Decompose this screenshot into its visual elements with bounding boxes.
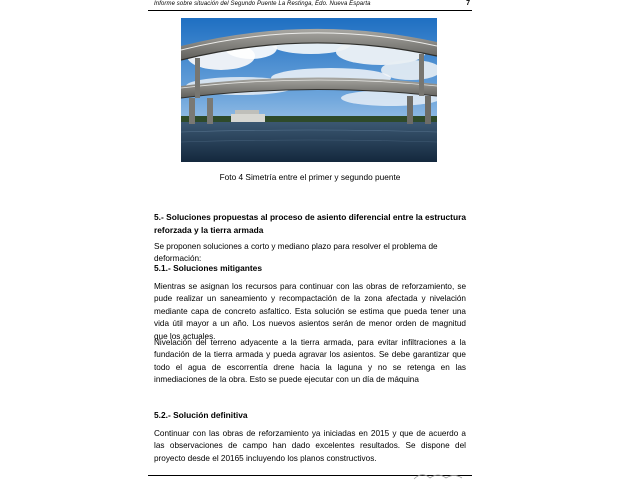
section-5-1-paragraph-1: Mientras se asignan los recursos para continuar con las obras de reforzamiento, se pude realizar un saneamiento y recompactación de la zona afectada y nivelación mediante capa de concreto asfaltico. Esta solución se estima que pueda tener una vida útil mayor a un año. Los nuevos asientos serán de menor orden de magnitud que los actuales. bbox=[154, 282, 466, 341]
section-5-heading-line-1: 5.- Soluciones propuestas al proceso de asiento diferencial entre la estructura bbox=[154, 212, 466, 222]
section-5-1-paragraph-2: Nivelación del terreno adyacente a la tierra armada, para evitar infiltraciones a la fundación de la tierra armada y pueda agravar los asientos. Se debe garantizar que todo el agua de escorrentía drene hacia la laguna y no se retenga en las inmediaciones de la obra. Esto se puede ejecutar con un día de máquina bbox=[154, 338, 466, 385]
page-number: 7 bbox=[466, 0, 470, 7]
section-5-heading-line-2: reforzada y la tierra armada bbox=[154, 225, 264, 235]
header-rule bbox=[148, 10, 472, 11]
section-5-2-paragraph-1: Continuar con las obras de reforzamiento ya iniciadas en 2015 y que de acuerdo a las observaciones de campo han dado excelentes resultados. Se dispone del proyecto desde el 20165 incluyendo los planos constructivos. bbox=[154, 429, 466, 463]
figure-caption: Foto 4 Simetría entre el primer y segundo puente bbox=[219, 172, 401, 182]
section-5-heading bbox=[154, 212, 466, 235]
section-5-2-heading: 5.2.- Solución definitiva bbox=[154, 410, 248, 420]
footer-logo-mark bbox=[410, 470, 470, 480]
section-5-1-heading: 5.1.- Soluciones mitigantes bbox=[154, 263, 262, 273]
page-header bbox=[148, 0, 472, 10]
header-title: Informe sobre situación del Segundo Puente La Restinga, Edo. Nueva Esparta bbox=[154, 1, 371, 7]
bridge-photo bbox=[181, 18, 437, 162]
section-5-intro: Se proponen soluciones a corto y mediano plazo para resolver el problema de deformación: bbox=[154, 242, 438, 264]
